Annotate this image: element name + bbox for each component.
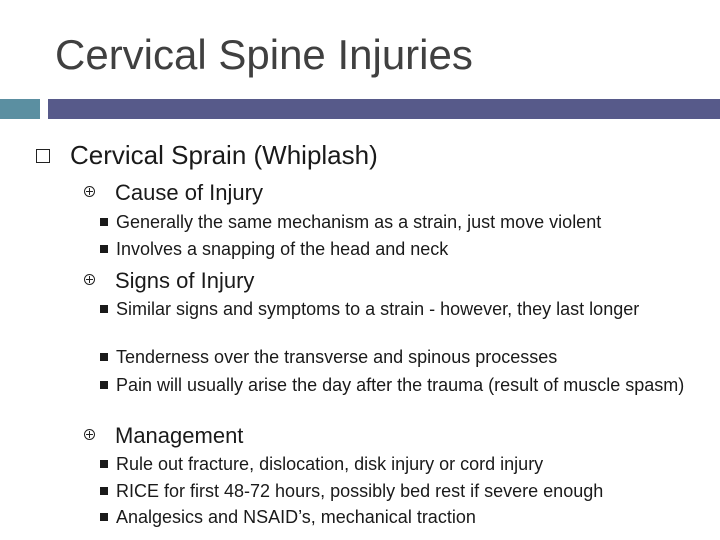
- list-item: [100, 481, 690, 501]
- section-signs: [84, 268, 254, 294]
- item-text: Tenderness over the transverse and spinous processes: [116, 347, 558, 367]
- square-bullet-icon: [100, 218, 108, 226]
- square-bullet-icon: [100, 245, 108, 253]
- section-label: Signs of Injury: [115, 268, 255, 293]
- section-management: [84, 423, 243, 449]
- list-item: [100, 507, 690, 527]
- item-text: Analgesics and NSAID’s, mechanical traction: [116, 507, 476, 527]
- list-item: [100, 347, 690, 367]
- square-bullet-icon: [100, 305, 108, 313]
- item-text: Generally the same mechanism as a strain, just move violent: [116, 212, 602, 232]
- item-text: Pain will usually arise the day after the trauma (result of muscle spasm): [116, 375, 685, 395]
- title-bar: [48, 99, 720, 119]
- list-item: [100, 454, 690, 474]
- list-item: [100, 299, 690, 319]
- slide-title: Cervical Spine Injuries: [55, 31, 473, 78]
- list-item: [100, 239, 690, 259]
- crosshair-bullet-icon: [84, 274, 95, 285]
- square-bullet-icon: [100, 353, 108, 361]
- square-bullet-icon: [100, 460, 108, 468]
- item-text: Involves a snapping of the head and neck: [116, 239, 449, 259]
- section-label: Management: [115, 423, 244, 448]
- list-item: [100, 375, 690, 395]
- square-bullet-icon: [100, 381, 108, 389]
- section-cause: [84, 180, 263, 206]
- item-text: Similar signs and symptoms to a strain - however, they last longer: [116, 299, 640, 319]
- crosshair-bullet-icon: [84, 429, 95, 440]
- crosshair-bullet-icon: [84, 186, 95, 197]
- item-text: RICE for first 48-72 hours, possibly bed rest if severe enough: [116, 481, 604, 501]
- square-bullet-icon: [100, 513, 108, 521]
- main-bullet: [36, 140, 378, 171]
- title-bar-accent: [0, 99, 40, 119]
- hollow-square-bullet-icon: [36, 149, 50, 163]
- square-bullet-icon: [100, 487, 108, 495]
- list-item: [100, 212, 690, 232]
- main-heading: Cervical Sprain (Whiplash): [70, 140, 378, 170]
- item-text: Rule out fracture, dislocation, disk injury or cord injury: [116, 454, 544, 474]
- section-label: Cause of Injury: [115, 180, 263, 205]
